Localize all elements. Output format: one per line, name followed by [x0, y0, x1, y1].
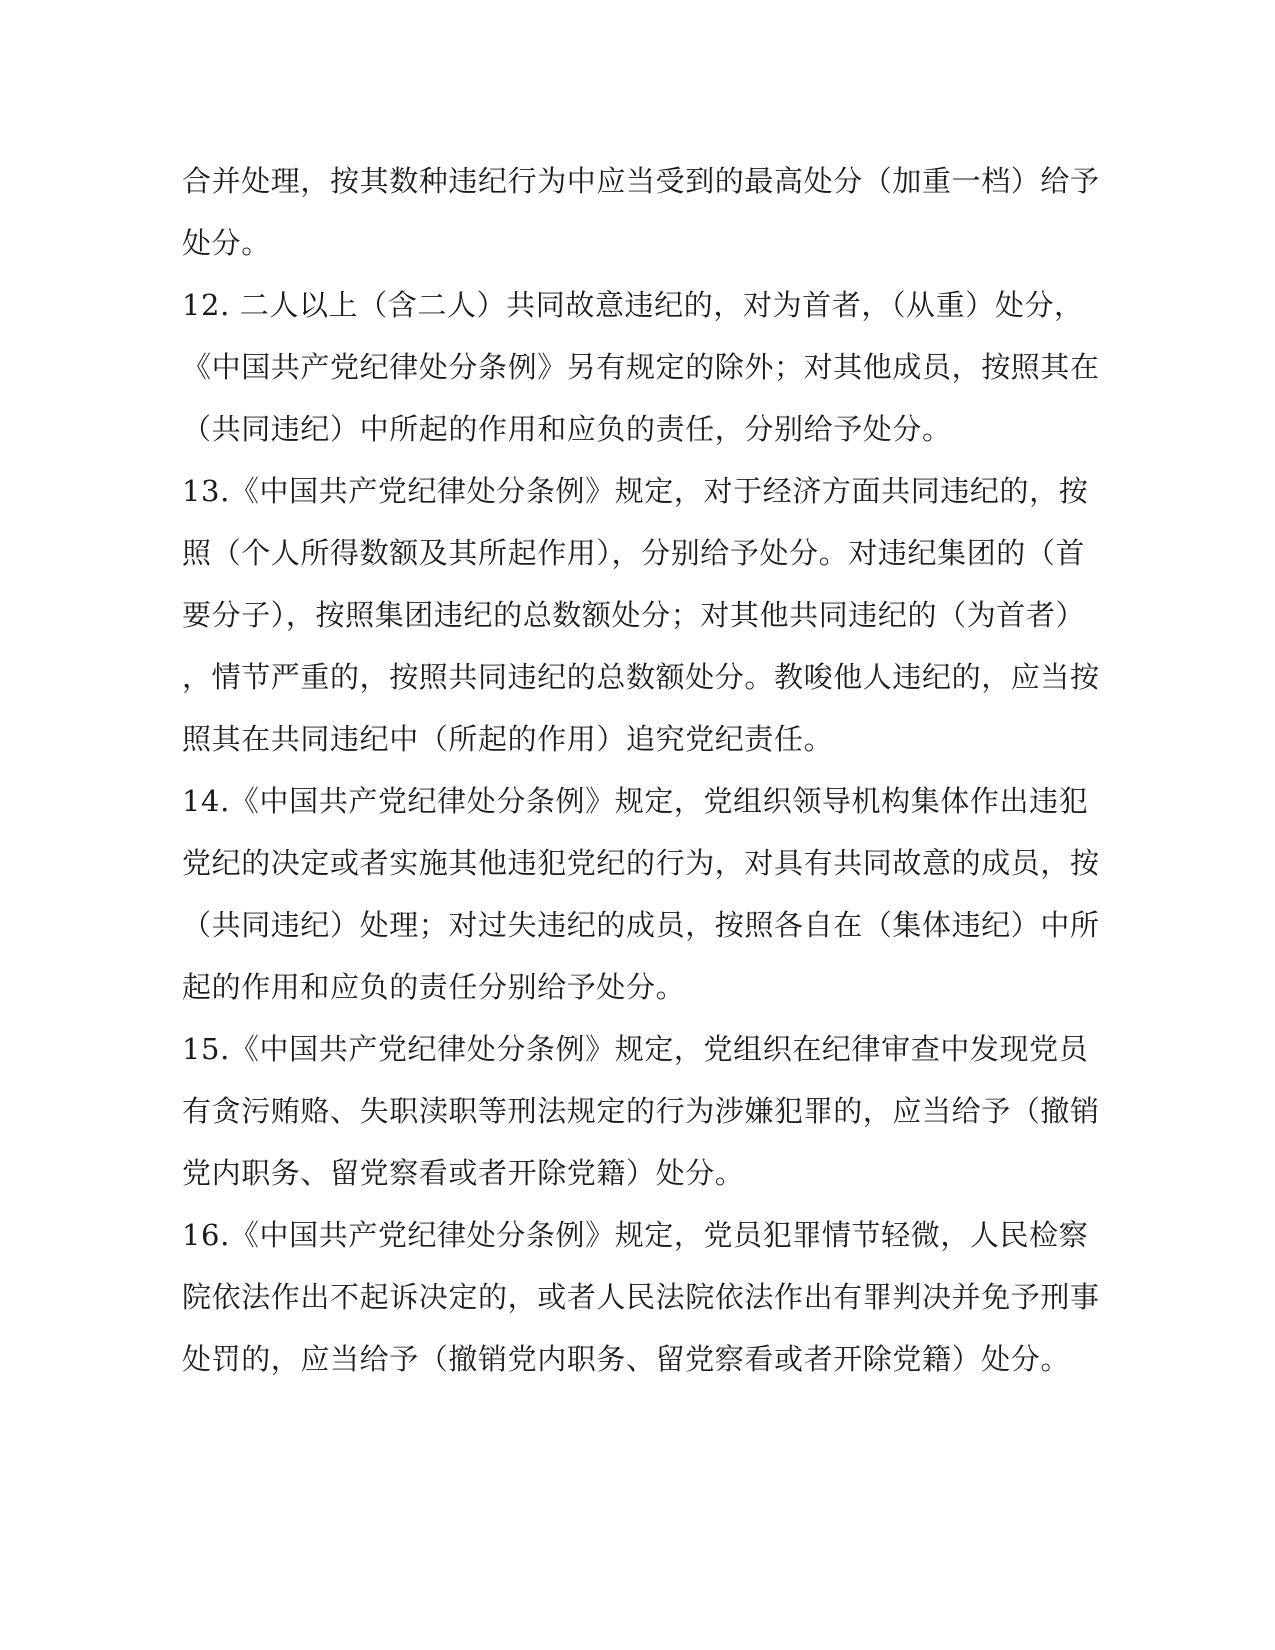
text-line: 14.《中国共产党纪律处分条例》规定，党组织领导机构集体作出违犯 — [182, 784, 1089, 818]
text-line: 要分子），按照集团违纪的总数额处分；对其他共同违纪的（为首者） — [182, 598, 1086, 632]
text-line: 16.《中国共产党纪律处分条例》规定，党员犯罪情节轻微，人民检察 — [182, 1218, 1089, 1252]
text-line: 合并处理，按其数种违纪行为中应当受到的最高处分（加重一档）给予 — [182, 164, 1100, 198]
text-line: 15.《中国共产党纪律处分条例》规定，党组织在纪律审查中发现党员 — [182, 1032, 1089, 1066]
document-body — [182, 150, 1100, 1390]
text-line: 党纪的决定或者实施其他违犯党纪的行为，对具有共同故意的成员，按 — [182, 846, 1100, 880]
text-line: 起的作用和应负的责任分别给予处分。 — [182, 970, 686, 1004]
text-line: 13.《中国共产党纪律处分条例》规定，对于经济方面共同违纪的，按 — [182, 474, 1089, 508]
text-line: 照（个人所得数额及其所起作用），分别给予处分。对违纪集团的（首 — [182, 536, 1086, 570]
text-line: 《中国共产党纪律处分条例》另有规定的除外；对其他成员，按照其在 — [182, 350, 1100, 384]
text-line: 12. 二人以上（含二人）共同故意违纪的，对为首者，（从重）处分， — [182, 288, 1084, 322]
text-line: 党内职务、留党察看或者开除党籍）处分。 — [182, 1156, 745, 1190]
text-line: 处罚的，应当给予（撤销党内职务、留党察看或者开除党籍）处分。 — [182, 1342, 1071, 1376]
text-line: （共同违纪）中所起的作用和应负的责任，分别给予处分。 — [182, 412, 952, 446]
text-line: 照其在共同违纪中（所起的作用）追究党纪责任。 — [182, 722, 834, 756]
text-line: 有贪污贿赂、失职渎职等刑法规定的行为涉嫌犯罪的，应当给予（撤销 — [182, 1094, 1100, 1128]
text-line: （共同违纪）处理；对过失违纪的成员，按照各自在（集体违纪）中所 — [182, 908, 1100, 942]
text-line: 院依法作出不起诉决定的，或者人民法院依法作出有罪判决并免予刑事 — [182, 1280, 1100, 1314]
text-line: 处分。 — [182, 226, 271, 260]
text-line: ，情节严重的，按照共同违纪的总数额处分。教唆他人违纪的，应当按 — [182, 660, 1100, 694]
